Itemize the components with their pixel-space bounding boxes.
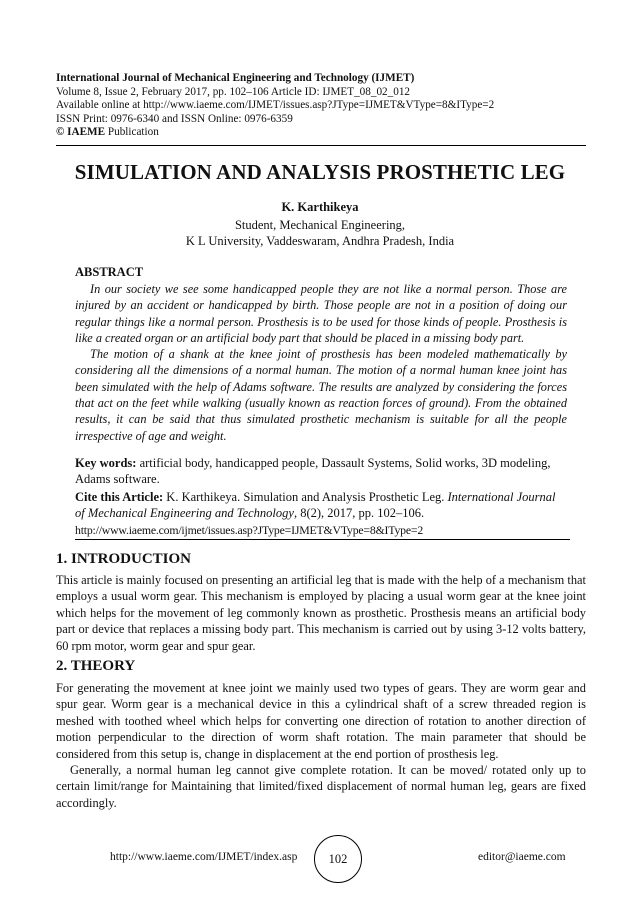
theory-paragraph-2: Generally, a normal human leg cannot give complete rotation. It can be moved/ rotated only up to certain limit/range for Maintaining that limited/fixed displacement of normal human leg, gears are fixed accordingly.: [56, 763, 586, 810]
volume-line: Volume 8, Issue 2, February 2017, pp. 102–106 Article ID: IJMET_08_02_012: [56, 85, 411, 98]
section-heading-introduction: 1. INTRODUCTION: [56, 551, 192, 567]
affiliation-line-1: Student, Mechanical Engineering,: [234, 218, 406, 232]
author-name: K. Karthikeya: [281, 200, 359, 214]
keywords-text: artificial body, handicapped people, Dassault Systems, Solid works, 3D modeling, Adams software.: [75, 456, 551, 487]
abstract-body: [75, 281, 567, 444]
section-body-theory: [56, 680, 586, 811]
footer-email[interactable]: editor@iaeme.com: [478, 851, 566, 863]
copyright-symbol: ©: [56, 126, 65, 139]
publication-word: Publication: [107, 126, 159, 139]
keywords: [75, 455, 567, 488]
cite-divider: [75, 539, 570, 540]
cite-journal: International Journal of Mechanical Engineering and Technology: [75, 490, 556, 521]
paper-title: SIMULATION AND ANALYSIS PROSTHETIC LEG: [74, 160, 566, 184]
publisher-line: [56, 126, 586, 140]
cite-details: , 8(2), 2017, pp. 102–106.: [293, 506, 425, 521]
author-affiliation: [40, 217, 600, 249]
theory-paragraph-1: For generating the movement at knee joint we mainly used two types of gears. They are worm gear and spur gear. Worm gear is a mechanical device in this a cylindrical shaft of a screw threaded region is meshed with toothed wheel which helps for converting one direction of rotation to another direction of motion perpendicular to the direction of worm shaft rotation. The main parameter that should be considered from this setup is, change in displacement at the end portion of prosthesis leg.: [56, 681, 586, 761]
section-heading-theory: 2. THEORY: [56, 658, 136, 674]
header-divider: [56, 145, 586, 146]
abstract-paragraph-1: In our society we see some handicapped people they are not like a normal person. Those are injured by an accident or handicapped by birth. Those people are not in a position of doing our regular things like a normal person. Prosthesis is to be used for those kinds of people. Prosthesis is like a created organ or an artificial body part that should be placed in a missing body part.: [75, 282, 567, 345]
cite-url[interactable]: http://www.iaeme.com/ijmet/issues.asp?JType=IJMET&VType=8&IType=2: [75, 522, 424, 537]
cite-label: Cite this Article:: [75, 490, 164, 504]
affiliation-line-2: K L University, Vaddeswaram, Andhra Pradesh, India: [185, 234, 455, 248]
introduction-paragraph-1: This article is mainly focused on presenting an artificial leg that is made with the help of a mechanism that employs a usual worm gear. This mechanism is employed by placing a usual worm gear at the knee joint which helps for the movement of leg commonly known as prosthetic. Prosthesis means an artificial body part or device that replaces a missing body part. This mechanism is carried out by using 3-12 volts battery, 60 rpm motor, worm gear and spur gear.: [56, 573, 586, 653]
abstract-paragraph-2: The motion of a shank at the knee joint of prosthesis has been modeled mathematically by considering all the dimensions of a normal human. The motion of a normal human knee joint has been simulated with the help of Adams software. The results are analyzed by considering the forces that act on the feet while walking (usually known as reaction forces of ground). From the obtained results, it can be said that thus simulated prosthetic mechanism is suitable for all the people irrespective of age and weight.: [75, 347, 567, 443]
cite-this-article: [75, 489, 567, 538]
available-line: Available online at http://www.iaeme.com/IJMET/issues.asp?JType=IJMET&VType=8&IType=2: [56, 99, 495, 112]
journal-header: [56, 72, 586, 140]
issn-line: ISSN Print: 0976-6340 and ISSN Online: 0976-6359: [56, 112, 293, 125]
cite-text: K. Karthikeya. Simulation and Analysis Prosthetic Leg.: [166, 490, 445, 504]
page-number: 102: [314, 835, 362, 883]
abstract-heading: ABSTRACT: [75, 265, 144, 279]
journal-name: International Journal of Mechanical Engineering and Technology (IJMET): [56, 72, 415, 84]
footer-url[interactable]: http://www.iaeme.com/IJMET/index.asp: [110, 851, 298, 863]
section-body-introduction: [56, 572, 586, 654]
publisher-name: IAEME: [67, 126, 106, 139]
keywords-label: Key words:: [75, 456, 137, 470]
page-footer: [0, 835, 638, 885]
